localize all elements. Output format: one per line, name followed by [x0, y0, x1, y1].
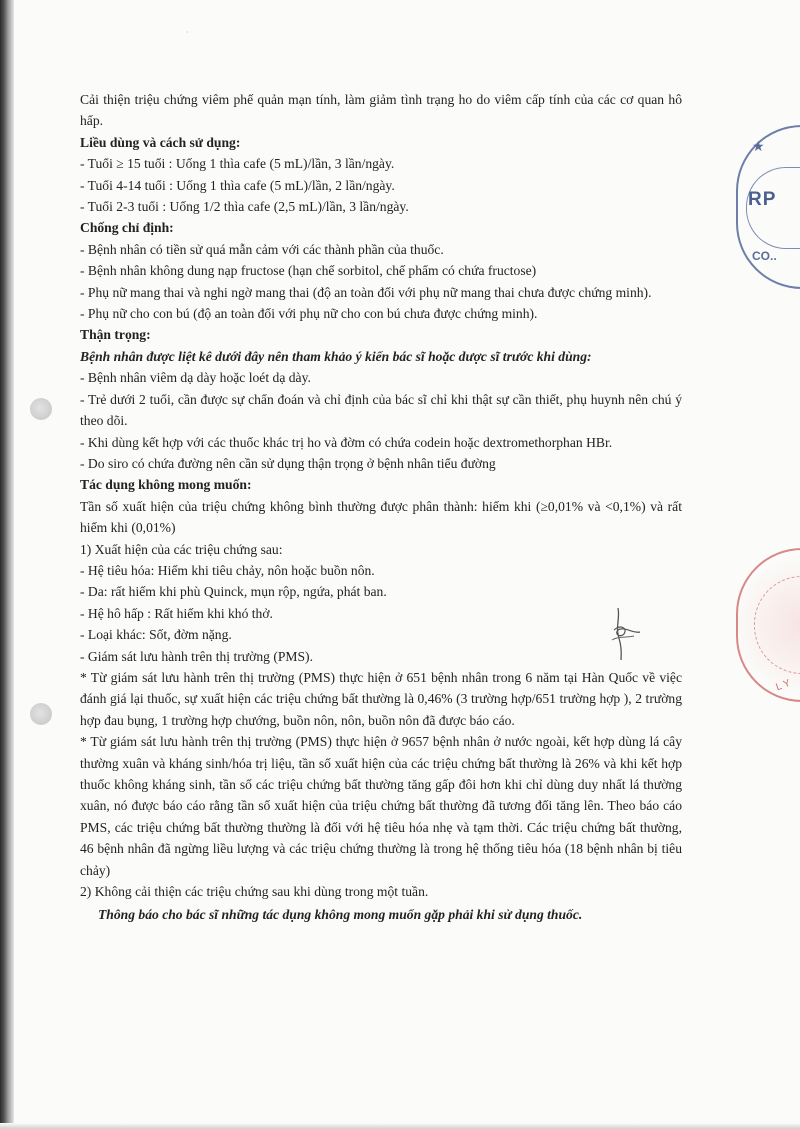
approval-seal	[736, 548, 800, 702]
star-icon: ★	[752, 140, 765, 155]
precautions-subheading: Bệnh nhân được liệt kê dưới đây nên tham khảo ý kiến bác sĩ hoặc dược sĩ trước khi dùng:	[80, 348, 592, 364]
punch-hole-bottom	[30, 703, 52, 725]
adverse-item: - Hệ hô hấp : Rất hiếm khi khó thở.	[80, 605, 273, 621]
seal-fragment: L Y	[774, 677, 792, 694]
adverse-effects-heading: Tác dụng không mong muốn:	[80, 477, 252, 493]
pms-foreign-paragraph: * Từ giám sát lưu hành trên thị trường (PMS) thực hiện ở 9657 bệnh nhân ở nước ngoài, kết hợp dùng lá cây thường xuân và kháng sinh/hóa trị liệu, tần số xuất hiện của các triệu chứng bất thường là 26% và khi kết hợp thuốc không kháng sinh, tần số các triệu chứng bất thường tăng gấp đôi hơn khi chỉ dùng duy nhất lá thường xuân, nó được báo cáo rằng tần số xuất hiện của triệu chứng bất thường đã tương đối tăng lên. Theo báo cáo PMS, các triệu chứng bất thường thường là đối với hệ tiêu hóa nhẹ và tạm thời. Các triệu chứng bất thường, 46 bệnh nhân đã ngừng liều lượng và các triệu chứng thường là trong hệ thống tiêu hóa (18 bệnh nhân bị tiêu chảy)	[80, 734, 682, 878]
contraindications-heading: Chống chỉ định:	[80, 220, 174, 236]
scan-bottom-edge	[0, 1123, 800, 1129]
dosage-item: - Tuổi 2-3 tuổi : Uống 1/2 thìa cafe (2,5 mL)/lần, 3 lần/ngày.	[80, 199, 409, 215]
scan-shadow-edge	[0, 0, 14, 1129]
indications-text: Cải thiện triệu chứng viêm phế quản mạn tính, làm giảm tình trạng ho do viêm cấp tính của các cơ quan hô hấp.	[80, 92, 682, 129]
precaution-item: - Trẻ dưới 2 tuổi, cần được sự chẩn đoán và chỉ định của bác sĩ chỉ khi thật sự cần thiết, phụ huynh nên chú ý theo dõi.	[80, 391, 682, 429]
document-body	[80, 89, 682, 926]
dosage-item: - Tuổi ≥ 15 tuổi : Uống 1 thìa cafe (5 mL)/lần, 3 lần/ngày.	[80, 156, 395, 172]
adverse-section-1: 1) Xuất hiện của các triệu chứng sau:	[80, 541, 283, 557]
contraindication-item: - Bệnh nhân có tiền sử quá mẫn cảm với các thành phần của thuốc.	[80, 241, 444, 257]
dosage-item: - Tuổi 4-14 tuổi : Uống 1 thìa cafe (5 mL)/lần, 2 lần/ngày.	[80, 177, 395, 193]
precautions-heading: Thận trọng:	[80, 327, 151, 343]
adverse-section-2: 2) Không cải thiện các triệu chứng sau khi dùng trong một tuần.	[80, 884, 429, 900]
seal-inner-ring	[754, 576, 800, 674]
contraindication-item: - Phụ nữ cho con bú (độ an toàn đối với phụ nữ cho con bú chưa được chứng minh).	[80, 306, 538, 322]
pms-korea-paragraph: * Từ giám sát lưu hành trên thị trường (PMS) thực hiện ở 651 bệnh nhân trong 6 năm tại Hàn Quốc về việc đánh giá lại thuốc, sự xuất hiện các triệu chứng bất thường là 0,46% (3 trường hợp/651 trường hợp ), 2 trường hợp đau bụng, 1 trường hợp chướng, buồn nôn, nôn, buồn nôn đã được báo cáo.	[80, 669, 682, 728]
stamp-company-text: CO..	[752, 249, 777, 263]
stamp-logo-text: RP	[748, 189, 777, 210]
precaution-item: - Bệnh nhân viêm dạ dày hoặc loét dạ dày.	[80, 370, 311, 386]
precaution-item: - Khi dùng kết hợp với các thuốc khác trị ho và đờm có chứa codein hoặc dextromethorphan HBr.	[80, 434, 613, 450]
precaution-item: - Do siro có chứa đường nên cần sử dụng thận trọng ở bệnh nhân tiểu đường	[80, 455, 496, 471]
punch-hole-top	[30, 398, 52, 420]
company-stamp	[736, 125, 800, 289]
contraindication-item: - Bệnh nhân không dung nạp fructose (hạn chế sorbitol, chế phẩm có chứa fructose)	[80, 263, 537, 279]
contraindication-item: - Phụ nữ mang thai và nghi ngờ mang thai (độ an toàn đối với phụ nữ mang thai chưa được chứng minh).	[80, 284, 652, 300]
report-notice: Thông báo cho bác sĩ những tác dụng không mong muốn gặp phải khi sử dụng thuốc.	[98, 907, 583, 923]
dosage-heading: Liều dùng và cách sử dụng:	[80, 134, 241, 150]
scan-speck: ·	[186, 28, 189, 37]
adverse-item: - Hệ tiêu hóa: Hiếm khi tiêu chảy, nôn hoặc buồn nôn.	[80, 562, 375, 578]
adverse-item: - Loại khác: Sốt, đờm nặng.	[80, 627, 232, 643]
adverse-item: - Giám sát lưu hành trên thị trường (PMS).	[80, 648, 313, 664]
adverse-effects-intro: Tần số xuất hiện của triệu chứng không bình thường được phân thành: hiếm khi (≥0,01% và <0,1%) và rất hiếm khi (0,01%)	[80, 498, 682, 536]
adverse-item: - Da: rất hiếm khi phù Quinck, mụn rộp, ngứa, phát ban.	[80, 584, 387, 600]
